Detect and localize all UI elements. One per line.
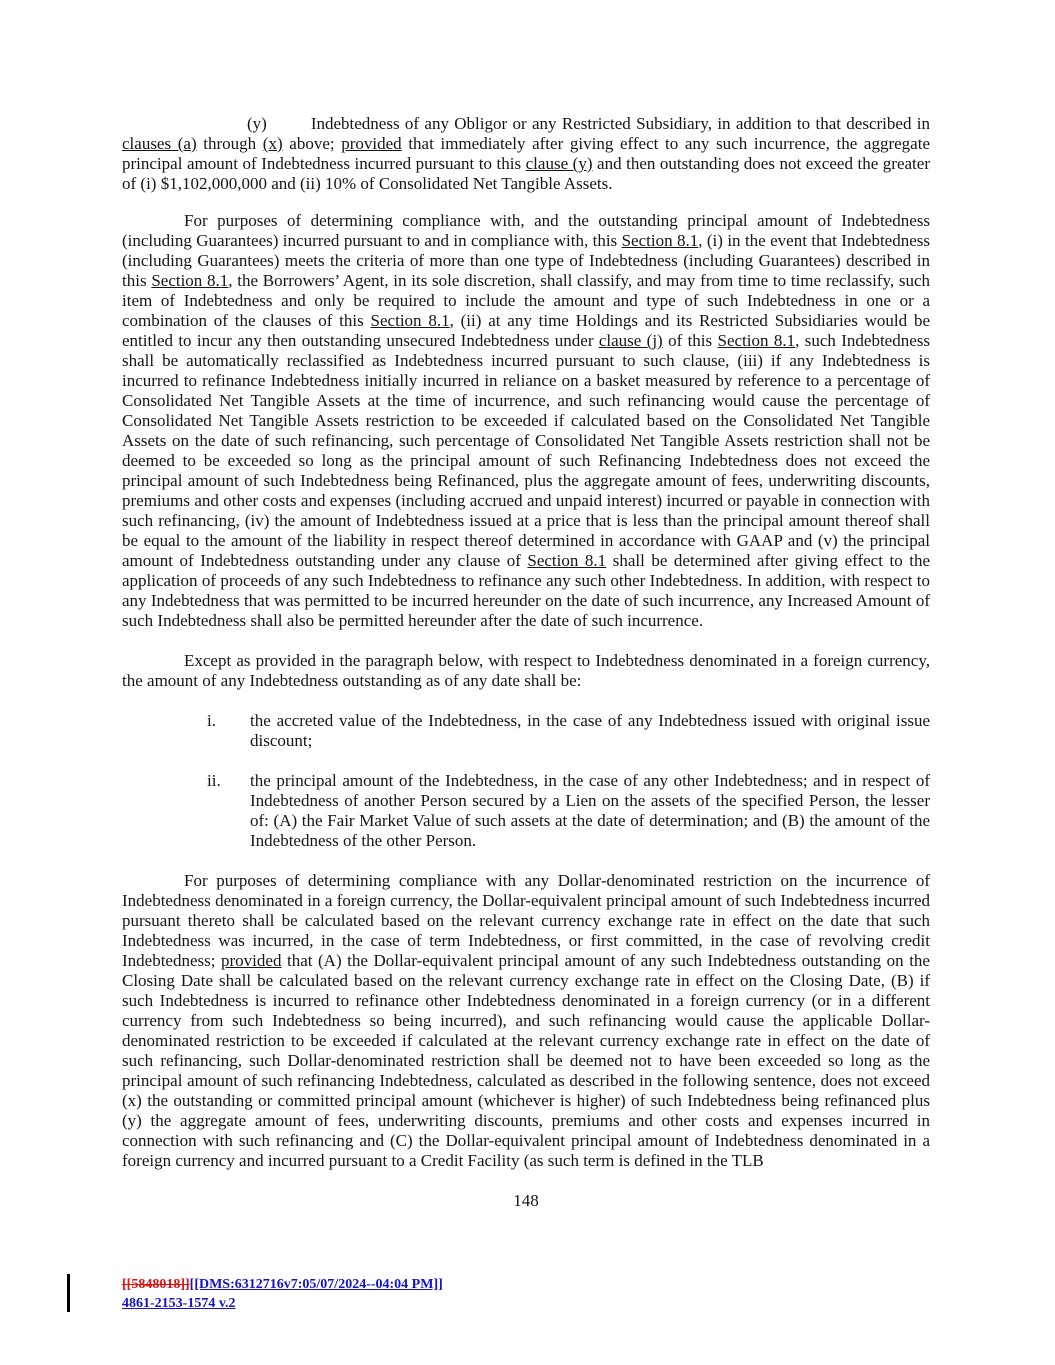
list-item-ii-marker: ii.: [207, 771, 221, 790]
footer-deleted-ref: [[5848018]]: [122, 1277, 190, 1292]
compliance-paragraph: For purposes of determining compliance with, and the outstanding principal amount of Indebtedness (including Guarantees) incurred pursuant to and in compliance with, this Section 8.1, (i) in the event that Indebtedness (including Guarantees) meets the criteria of more than one type of Indebtedness (including Guarantees) described in this Section 8.1, the Borrowers’ Agent, in its sole discretion, shall classify, and may from time to time reclassify, such item of Indebtedness and only be required to include the amount and type of such Indebtedness in one or a combination of the clauses of this Section 8.1, (ii) at any time Holdings and its Restricted Subsidiaries would be entitled to incur any then outstanding unsecured Indebtedness under clause (j) of this Section 8.1, such Indebtedness shall be automatically reclassified as Indebtedness incurred pursuant to such clause, (iii) if any Indebtedness is incurred to refinance Indebtedness initially incurred in reliance on a basket measured by reference to a percentage of Consolidated Net Tangible Assets at the time of incurrence, and such refinancing would cause the percentage of Consolidated Net Tangible Assets restriction to be exceeded if calculated based on the Consolidated Net Tangible Assets on the date of such refinancing, such percentage of Consolidated Net Tangible Assets restriction shall not be deemed to be exceeded so long as the principal amount of such Refinancing Indebtedness does not exceed the principal amount of such Indebtedness being Refinanced, plus the aggregate amount of fees, underwriting discounts, premiums and other costs and expenses (including accrued and unpaid interest) incurred or payable in connection with such refinancing, (iv) the amount of Indebtedness issued at a price that is less than the principal amount thereof shall be equal to the amount of the liability in respect thereof determined in accordance with GAAP and (v) the principal amount of Indebtedness outstanding under any clause of Section 8.1 shall be determined after giving effect to the application of proceeds of any such Indebtedness to refinance any such other Indebtedness. In addition, with respect to any Indebtedness that was permitted to be incurred hereunder on the date of such incurrence, any Increased Amount of such Indebtedness shall also be permitted hereunder after the date of such incurrence.: [122, 211, 930, 630]
footer-line-1: [122, 1275, 443, 1294]
list-item-ii-text: the principal amount of the Indebtedness, in the case of any other Indebtedness; and in respect of Indebtedness of another Person secured by a Lien on the assets of the specified Person, the lesser of: (A) the Fair Market Value of such assets at the date of determination; and (B) the amount of the Indebtedness of the other Person.: [250, 771, 930, 850]
list-item-i-text: the accreted value of the Indebtedness, in the case of any Indebtedness issued with original issue discount;: [250, 711, 930, 750]
document-footer: [122, 1275, 443, 1313]
clause-y-paragraph: (y) Indebtedness of any Obligor or any Restricted Subsidiary, in addition to that described in clauses (a) through (x) above; provided that immediately after giving effect to any such incurrence, the aggregate principal amount of Indebtedness incurred pursuant to this clause (y) and then outstanding does not exceed the greater of (i) $1,102,000,000 and (ii) 10% of Consolidated Net Tangible Assets.: [122, 114, 930, 193]
list-item-ii: [122, 771, 930, 851]
revision-change-bar: [67, 1274, 70, 1312]
footer-doc-id: 4861-2153-1574 v.2: [122, 1296, 236, 1311]
list-item-i: [122, 711, 930, 751]
footer-dms-ref: [[DMS:6312716v7:05/07/2024--04:04 PM]]: [189, 1277, 443, 1292]
document-body: [122, 114, 930, 1211]
foreign-currency-intro-paragraph: Except as provided in the paragraph below, with respect to Indebtedness denominated in a foreign currency, the amount of any Indebtedness outstanding as of any date shall be:: [122, 651, 930, 690]
dollar-denominated-paragraph: For purposes of determining compliance with any Dollar-denominated restriction on the incurrence of Indebtedness denominated in a foreign currency, the Dollar-equivalent principal amount of such Indebtedness incurred pursuant thereto shall be calculated based on the relevant currency exchange rate in effect on the date that such Indebtedness was incurred, in the case of term Indebtedness, or first committed, in the case of revolving credit Indebtedness; provided that (A) the Dollar-equivalent principal amount of any such Indebtedness outstanding on the Closing Date shall be calculated based on the relevant currency exchange rate in effect on the Closing Date, (B) if such Indebtedness is incurred to refinance other Indebtedness denominated in a foreign currency (or in a different currency from such Indebtedness so being incurred), and such refinancing would cause the applicable Dollar-denominated restriction to be exceeded if calculated at the relevant currency exchange rate in effect on the date of such refinancing, such Dollar-denominated restriction shall be deemed not to have been exceeded so long as the principal amount of such refinancing Indebtedness, calculated as described in the following sentence, does not exceed (x) the outstanding or committed principal amount (whichever is higher) of such Indebtedness being refinanced plus (y) the aggregate amount of fees, underwriting discounts, premiums and other costs and expenses incurred in connection with such refinancing and (C) the Dollar-equivalent principal amount of Indebtedness denominated in a foreign currency and incurred pursuant to a Credit Facility (as such term is defined in the TLB: [122, 871, 930, 1170]
list-item-i-marker: i.: [207, 711, 216, 730]
page-number: 148: [513, 1191, 539, 1210]
